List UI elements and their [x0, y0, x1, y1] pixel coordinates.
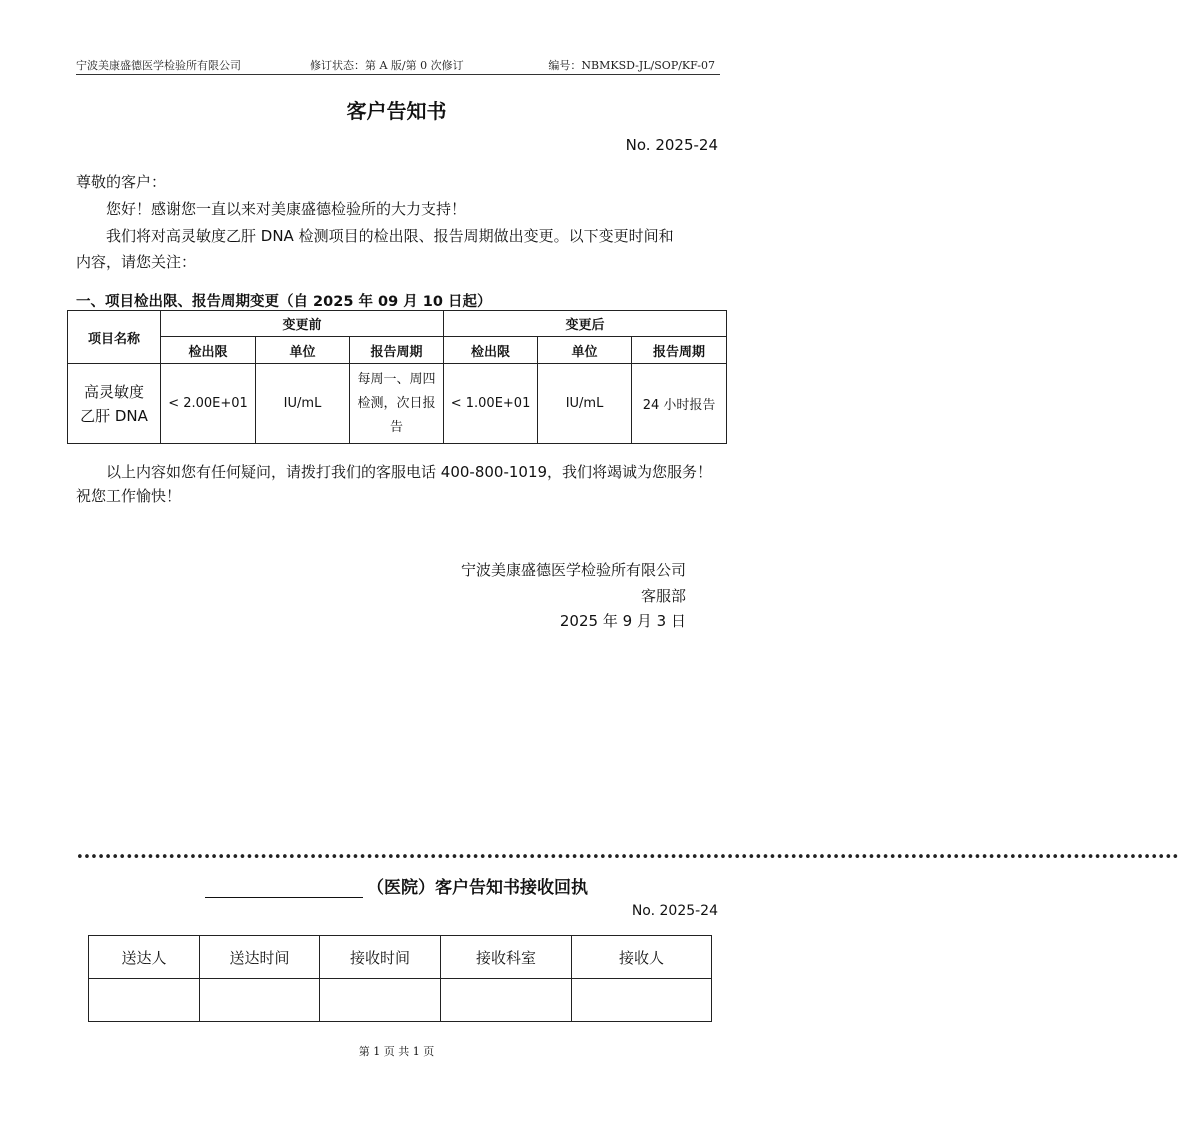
- paragraph-change-line2: 内容，请您关注：: [76, 253, 197, 271]
- change-table: [67, 310, 727, 444]
- header-before-limit: 检出限: [161, 337, 256, 364]
- receipt-table: [88, 935, 712, 1022]
- receipt-cell-send-time[interactable]: [200, 979, 320, 1022]
- receipt-cell-department[interactable]: [441, 979, 572, 1022]
- header-company: 宁波美康盛德医学检验所有限公司: [76, 59, 241, 72]
- cell-before-unit: IU/mL: [256, 364, 350, 444]
- header-divider: [76, 74, 720, 75]
- header-after: 变更后: [444, 311, 727, 337]
- before-cycle-line1: 每周一、周四: [357, 371, 436, 387]
- page-footer: 第 1 页 共 1 页: [358, 1045, 435, 1058]
- receipt-title-text: （医院）客户告知书接收回执: [367, 878, 588, 898]
- item-name-line2: 乙肝 DNA: [80, 406, 148, 425]
- receipt-cell-receiver[interactable]: [572, 979, 712, 1022]
- cell-after-unit: IU/mL: [538, 364, 632, 444]
- cell-after-cycle: 24 小时报告: [632, 364, 727, 444]
- header-after-cycle: 报告周期: [632, 337, 727, 364]
- signature-date: 2025 年 9 月 3 日: [559, 612, 686, 630]
- greeting: 尊敬的客户：: [76, 173, 167, 191]
- receipt-header-send-time: 送达时间: [200, 936, 320, 979]
- cell-item-name: [68, 364, 161, 444]
- cell-before-limit: < 2.00E+01: [161, 364, 256, 444]
- header-item-name: 项目名称: [68, 311, 161, 364]
- header-after-unit: 单位: [538, 337, 632, 364]
- document-number: No. 2025-24: [625, 136, 718, 154]
- hospital-name-blank[interactable]: [205, 881, 363, 898]
- receipt-header-receiver: 接收人: [572, 936, 712, 979]
- receipt-number: No. 2025-24: [631, 903, 718, 919]
- closing-line2: 祝您工作愉快！: [76, 487, 182, 505]
- item-name-line1: 高灵敏度: [83, 382, 144, 401]
- cell-before-cycle: [350, 364, 444, 444]
- receipt-header-department: 接收科室: [441, 936, 572, 979]
- section-title: 一、项目检出限、报告周期变更（自 2025 年 09 月 10 日起）: [76, 294, 492, 310]
- signature-company: 宁波美康盛德医学检验所有限公司: [460, 561, 686, 579]
- header-after-limit: 检出限: [444, 337, 538, 364]
- before-cycle-line2: 检测，次日报: [357, 395, 436, 411]
- receipt-title: [0, 873, 793, 898]
- closing-line1: 以上内容如您有任何疑问，请拨打我们的客服电话 400-800-1019，我们将竭诚为您服务！: [106, 463, 713, 481]
- header-before-cycle: 报告周期: [350, 337, 444, 364]
- receipt-cell-sender[interactable]: [89, 979, 200, 1022]
- cell-after-limit: < 1.00E+01: [444, 364, 538, 444]
- document-title: 客户告知书: [346, 99, 447, 123]
- cut-line: ••••••••••••••••••••••••••••••••••••••••••••••••••••••••••••••••••••••••••••••••••••••••••••••••••••••••••••••••••••••••••••••••••••••••••••••••••••••••••••: [76, 850, 1179, 865]
- header-before-unit: 单位: [256, 337, 350, 364]
- signature-dept: 客服部: [640, 587, 686, 605]
- receipt-cell-receive-time[interactable]: [320, 979, 441, 1022]
- paragraph-change-line1: 我们将对高灵敏度乙肝 DNA 检测项目的检出限、报告周期做出变更。以下变更时间和: [106, 227, 674, 245]
- header-before: 变更前: [161, 311, 444, 337]
- header-revision: 修订状态：第 A 版/第 0 次修订: [310, 59, 464, 72]
- header-code: 编号：NBMKSD-JL/SOP/KF-07: [548, 59, 715, 72]
- receipt-header-receive-time: 接收时间: [320, 936, 441, 979]
- paragraph-thanks: 您好！感谢您一直以来对美康盛德检验所的大力支持！: [106, 200, 467, 218]
- before-cycle-line3: 告: [390, 419, 404, 435]
- receipt-header-sender: 送达人: [89, 936, 200, 979]
